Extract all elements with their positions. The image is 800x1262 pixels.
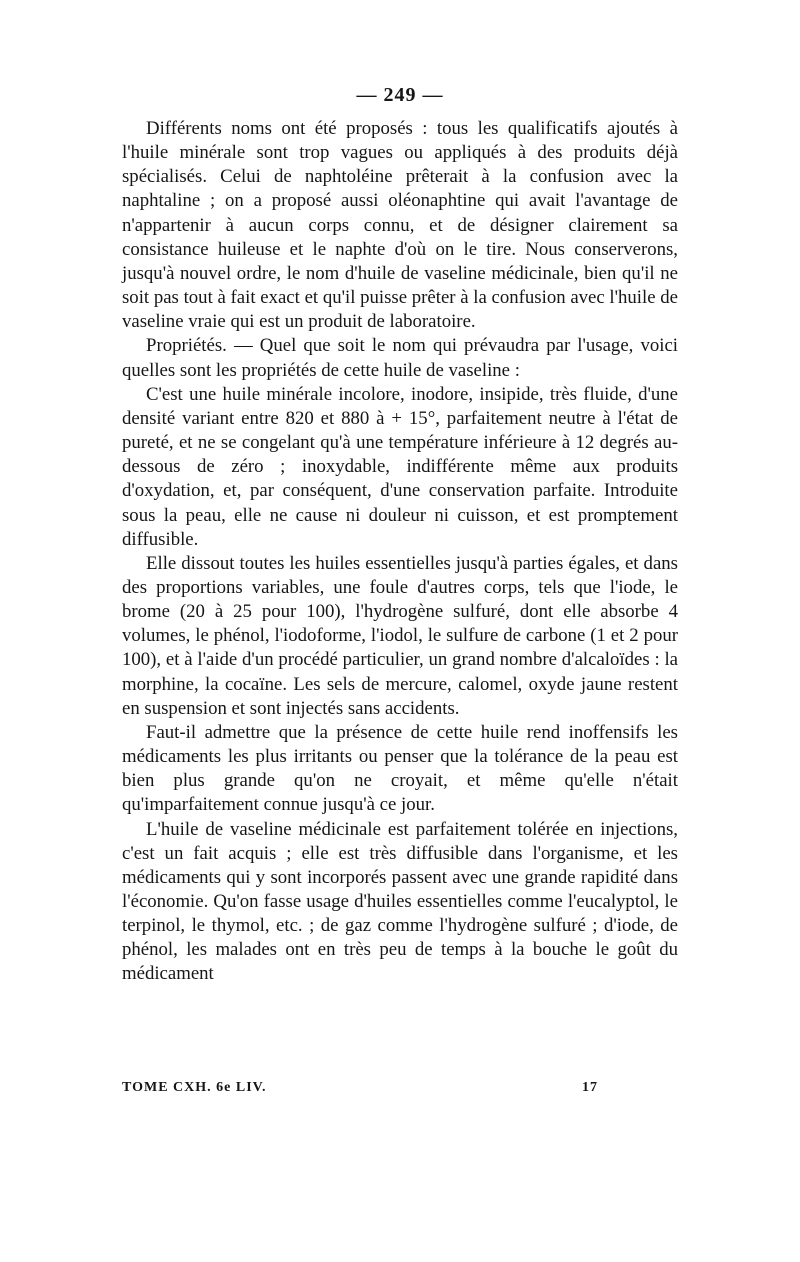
- paragraph-3: C'est une huile minérale incolore, inodore, insipide, très fluide, d'une densité variant entre 820 et 880 à + 15°, parfaitement neutre à l'état de pureté, et ne se congelant qu'à une température inférieure à 12 degrés au-dessous de zéro ; inoxydable, indifférente même aux produits d'oxydation, et, par conséquent, d'une conservation parfaite. Introduite sous la peau, elle ne cause ni douleur ni cuisson, et est promptement diffusible.: [122, 383, 678, 550]
- paragraph-6: L'huile de vaseline médicinale est parfaitement tolérée en injections, c'est un fait acquis ; elle est très diffusible dans l'organisme, et les médicaments qui y sont incorporés passent avec une grande rapidité dans l'économie. Qu'on fasse usage d'huiles essentielles comme l'eucalyptol, le terpinol, le thymol, etc. ; de gaz comme l'hydrogène sulfuré ; d'iode, de phénol, les malades ont en très peu de temps à la bouche le goût du médicament: [122, 818, 678, 985]
- body-text: [122, 117, 678, 987]
- volume-signature: TOME CXH. 6e LIV.: [122, 1080, 267, 1095]
- paragraph-4: Elle dissout toutes les huiles essentielles jusqu'à parties égales, et dans des proportions variables, une foule d'autres corps, tels que l'iode, le brome (20 à 25 pour 100), l'hydrogène sulfuré, dont elle absorbe 4 volumes, le phénol, l'iodoforme, l'iodol, le sulfure de carbone (1 et 2 pour 100), et à l'aide d'un procédé particulier, un grand nombre d'alcaloïdes : la morphine, la cocaïne. Les sels de mercure, calomel, oxyde jaune restent en suspension et sont injectés sans accidents.: [122, 552, 678, 719]
- paragraph-2: Propriétés. — Quel que soit le nom qui prévaudra par l'usage, voici quelles sont les propriétés de cette huile de vaseline :: [122, 335, 678, 381]
- page-number: — 249 —: [356, 84, 444, 106]
- paragraph-5: Faut-il admettre que la présence de cette huile rend inoffensifs les médicaments les plus irritants ou penser que la tolérance de la peau est bien plus grande qu'on ne croyait, et même qu'elle n'était qu'imparfaitement connue jusqu'à ce jour.: [122, 721, 678, 816]
- paragraph-1: Différents noms ont été proposés : tous les qualificatifs ajoutés à l'huile minérale sont trop vagues ou appliqués à des produits déjà spécialisés. Celui de naphtoléine prêterait à la confusion avec la naphtaline ; on a proposé aussi oléonaphtine qui avait l'avantage de n'appartenir à aucun corps connu, et de désigner clairement sa consistance huileuse et le naphte d'où on le tire. Nous conserverons, jusqu'à nouvel ordre, le nom d'huile de vaseline médicinale, bien qu'il ne soit pas tout à fait exact et qu'il puisse prêter à la confusion avec l'huile de vaseline vraie qui est un produit de laboratoire.: [122, 118, 678, 333]
- sheet-number: 17: [582, 1080, 598, 1095]
